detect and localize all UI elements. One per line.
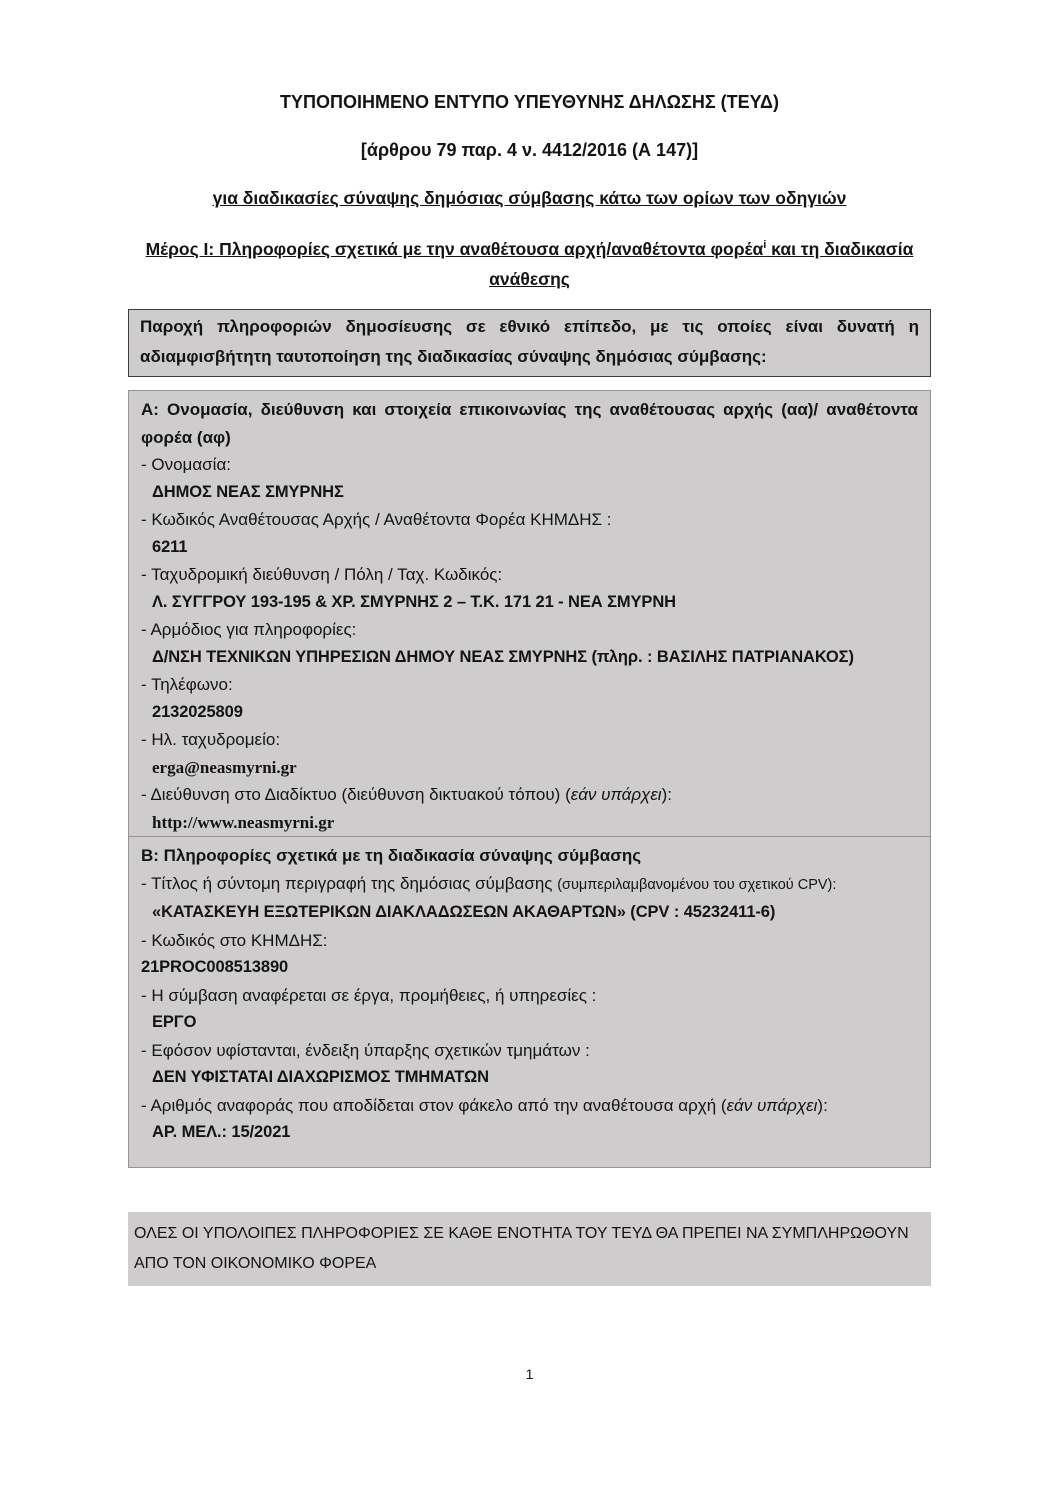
email-address: erga@neasmyrni.gr bbox=[152, 757, 297, 777]
field-label: - Η σύμβαση αναφέρεται σε έργα, προμήθειες, ή υπηρεσίες : bbox=[141, 985, 597, 1005]
field-value: ΔΗΜΟΣ ΝΕΑΣ ΣΜΥΡΝΗΣ bbox=[152, 482, 344, 501]
field-phone bbox=[141, 671, 918, 726]
page-number: 1 bbox=[525, 1366, 534, 1382]
field-label bbox=[141, 870, 918, 900]
field-value: ΕΡΓΟ bbox=[152, 1013, 197, 1031]
field-label: - Αρμόδιος για πληροφορίες: bbox=[141, 620, 357, 639]
field-label: - Ηλ. ταχυδρομείο: bbox=[141, 730, 281, 749]
section-b bbox=[129, 837, 930, 1147]
field-value: ΑΡ. ΜΕΛ.: 15/2021 bbox=[152, 1123, 291, 1141]
field-label: - Εφόσον υφίστανται, ένδειξη ύπαρξης σχετικών τμημάτων : bbox=[141, 1040, 590, 1060]
field-website bbox=[141, 781, 918, 836]
label-text: - Διεύθυνση στο Διαδίκτυο (διεύθυνση δικτυακού τόπου) ( bbox=[141, 785, 571, 804]
field-contract-type bbox=[141, 982, 918, 1037]
label-italic-note: εάν υπάρχει bbox=[726, 1095, 818, 1115]
publication-notice-box bbox=[128, 309, 931, 377]
publication-notice-text: Παροχή πληροφοριών δημοσίευσης σε εθνικό επίπεδο, με τις οποίες είναι δυνατή η αδιαμφισβήτητη ταυτοποίηση της διαδικασίας σύναψης δημόσιας σύμβασης: bbox=[140, 317, 919, 366]
field-lots bbox=[141, 1037, 918, 1092]
field-contract-title bbox=[141, 870, 918, 927]
field-label: - Ταχυδρομική διεύθυνση / Πόλη / Ταχ. Κωδικός: bbox=[141, 565, 503, 584]
economic-operator-notice-text: ΟΛΕΣ ΟΙ ΥΠΟΛΟΙΠΕΣ ΠΛΗΡΟΦΟΡΙΕΣ ΣΕ ΚΑΘΕ ΕΝΟΤΗΤΑ ΤΟΥ ΤΕΥΔ ΘΑ ΠΡΕΠΕΙ ΝΑ ΣΥΜΠΛΗΡΩΘΟΥΝ ΑΠΟ ΤΟΝ ΟΙΚΟΝΟΜΙΚΟ ΦΟΡΕΑ bbox=[134, 1225, 909, 1272]
section-b-heading: Β: Πληροφορίες σχετικά με τη διαδικασία σύναψης σύμβασης bbox=[141, 846, 642, 865]
field-reference-number bbox=[141, 1092, 918, 1147]
field-label: - Ονομασία: bbox=[141, 455, 232, 474]
field-label bbox=[141, 781, 918, 809]
doc-subtitle: [άρθρου 79 παρ. 4 ν. 4412/2016 (Α 147)] bbox=[360, 140, 699, 160]
field-kimdis-contract-code bbox=[141, 927, 918, 982]
label-text: - Αριθμός αναφοράς που αποδίδεται στον φάκελο από την αναθέτουσα αρχή ( bbox=[141, 1095, 727, 1115]
field-label: - Τηλέφωνο: bbox=[141, 675, 233, 694]
field-label bbox=[141, 1092, 918, 1120]
field-contact-person bbox=[141, 616, 918, 671]
doc-title: ΤΥΠΟΠΟΙΗΜΕΝΟ ΕΝΤΥΠΟ ΥΠΕΥΘΥΝΗΣ ΔΗΛΩΣΗΣ (ΤΕΥΔ) bbox=[280, 92, 779, 112]
field-email bbox=[141, 726, 918, 781]
endnote-ref: i bbox=[763, 239, 767, 252]
section-a-heading: Α: Ονομασία, διεύθυνση και στοιχεία επικοινωνίας της αναθέτουσας αρχής (αα)/ αναθέτοντα φορέα (αφ) bbox=[141, 400, 918, 447]
part-title bbox=[128, 234, 931, 294]
field-value: Δ/ΝΣΗ ΤΕΧΝΙΚΩΝ ΥΠΗΡΕΣΙΩΝ ΔΗΜΟΥ ΝΕΑΣ ΣΜΥΡΝΗΣ (πληρ. : ΒΑΣΙΛΗΣ ΠΑΤΡΙΑΝΑΚΟΣ) bbox=[152, 647, 854, 666]
label-text: - Τίτλος ή σύντομη περιγραφή της δημόσιας σύμβασης bbox=[141, 873, 558, 893]
section-a bbox=[129, 391, 930, 837]
label-italic-note: εάν υπάρχει bbox=[570, 785, 662, 804]
field-value: Λ. ΣΥΓΓΡΟΥ 193-195 & ΧΡ. ΣΜΥΡΝΗΣ 2 – Τ.Κ. 171 21 - ΝΕΑ ΣΜΥΡΝΗ bbox=[152, 592, 676, 611]
field-kimdis-authority-code bbox=[141, 506, 918, 561]
website-url: http://www.neasmyrni.gr bbox=[152, 812, 335, 832]
field-value: 6211 bbox=[152, 537, 188, 556]
label-small-note: (συμπεριλαμβανομένου του σχετικού CPV): bbox=[557, 876, 837, 893]
field-value: ΔΕΝ ΥΦΙΣΤΑΤΑΙ ΔΙΑΧΩΡΙΣΜΟΣ ΤΜΗΜΑΤΩΝ bbox=[152, 1068, 489, 1086]
field-name bbox=[141, 451, 918, 506]
part-title-text: Μέρος Ι: Πληροφορίες σχετικά με την αναθέτουσα αρχή/αναθέτοντα φορέα bbox=[145, 239, 764, 259]
economic-operator-notice-box bbox=[128, 1212, 931, 1286]
contracting-authority-table bbox=[128, 390, 931, 1168]
doc-scope-line: για διαδικασίες σύναψης δημόσιας σύμβασης κάτω των ορίων των οδηγιών bbox=[212, 188, 847, 208]
part-title-text-cont: και τη διαδικασία ανάθεσης bbox=[489, 239, 914, 289]
field-value: 2132025809 bbox=[152, 702, 243, 721]
field-label: - Κωδικός στο ΚΗΜΔΗΣ: bbox=[141, 930, 328, 950]
field-value: 21PROC008513890 bbox=[141, 958, 289, 976]
label-text: ): bbox=[661, 785, 672, 804]
label-text: ): bbox=[817, 1095, 828, 1115]
field-label: - Κωδικός Αναθέτουσας Αρχής / Αναθέτοντα Φορέα ΚΗΜΔΗΣ : bbox=[141, 510, 612, 529]
field-value: «ΚΑΤΑΣΚΕΥΗ ΕΞΩΤΕΡΙΚΩΝ ΔΙΑΚΛΑΔΩΣΕΩΝ ΑΚΑΘΑΡΤΩΝ» (CPV : 45232411-6) bbox=[152, 903, 776, 921]
field-postal-address bbox=[141, 561, 918, 616]
